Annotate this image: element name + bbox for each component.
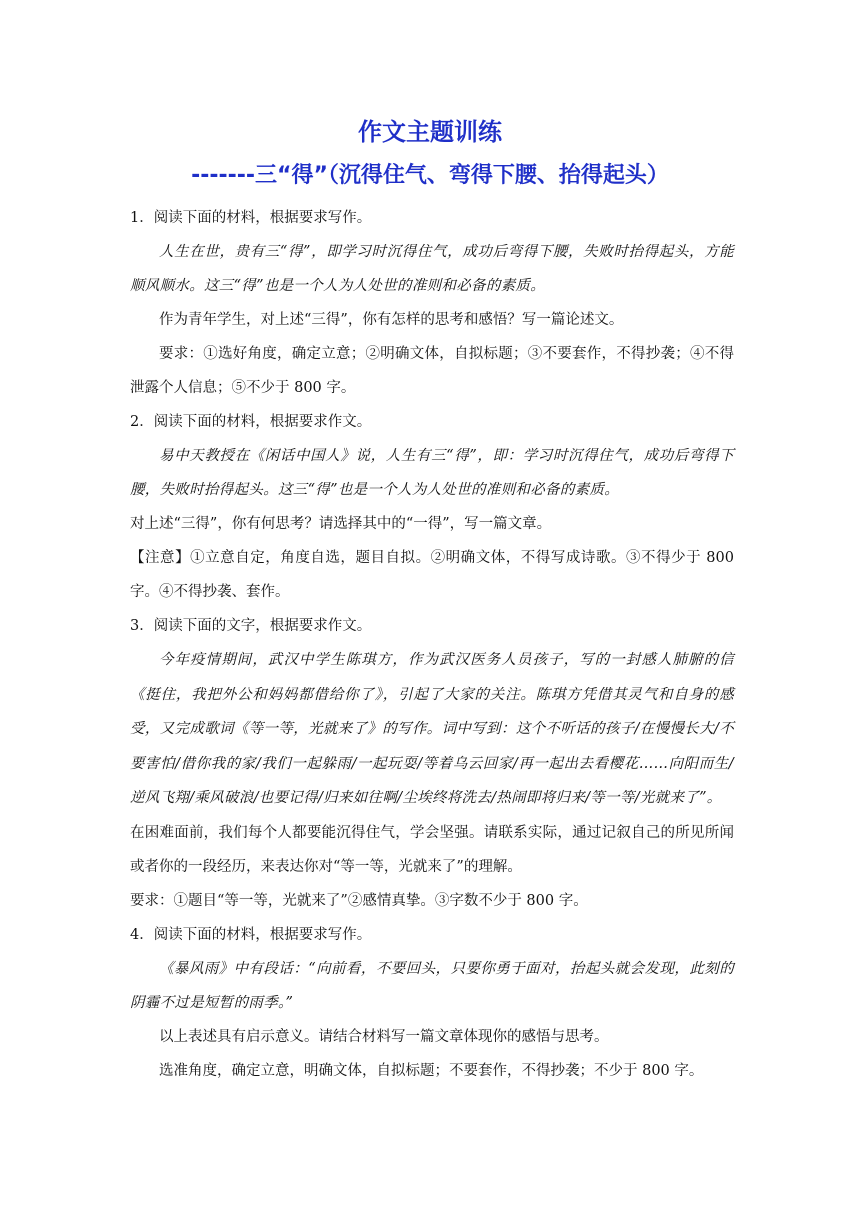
page-subtitle: -------三“得”（沉得住气、弯得下腰、抬得起头） bbox=[191, 163, 669, 188]
q3-prompt: 在困难面前，我们每个人都要能沉得住气，学会坚强。请联系实际，通过记叙自己的所见所闻或者你的一段经历，来表达你对“等一等，光就来了”的理解。 bbox=[130, 824, 734, 875]
q4-heading: 4．阅读下面的材料，根据要求写作。 bbox=[130, 926, 372, 943]
page-title: 作文主题训练 bbox=[358, 118, 502, 146]
q2-notice: 【注意】①立意自定，角度自选，题目自拟。②明确文体，不得写成诗歌。③不得少于 800 字。④不得抄袭、套作。 bbox=[130, 550, 734, 600]
q2-material: 易中天教授在《闲话中国人》说，人生有三“得”，即：学习时沉得住气，成功后弯得下腰，失败时抬得起头。这三“得”也是一个人为人处世的准则和必备的素质。 bbox=[130, 448, 734, 498]
q4-requirements: 选准角度，确定立意，明确文体，自拟标题；不要套作，不得抄袭；不少于 800 字。 bbox=[159, 1062, 704, 1079]
q3-heading: 3．阅读下面的文字，根据要求作文。 bbox=[130, 618, 372, 634]
q4-material: 《暴风雨》中有段话：“向前看，不要回头，只要你勇于面对，抬起头就会发现，此刻的阴霾不过是短暂的雨季。” bbox=[130, 960, 734, 1011]
q1-heading: 1．阅读下面的材料，根据要求写作。 bbox=[130, 210, 372, 226]
q3-material: 今年疫情期间，武汉中学生陈琪方，作为武汉医务人员孩子，写的一封感人肺腑的信《挺住，我把外公和妈妈都借给你了》，引起了大家的关注。陈琪方凭借其灵气和自身的感受，又完成歌词《等一等，光就来了》的写作。词中写到：这个不听话的孩子/在慢慢长大/不要害怕/借你我的家/我们一起躲雨/一起玩耍/等着乌云回家/再一起出去看樱花……向阳而生/逆风飞翔/乘风破浪/也要记得/归来如往啊/尘埃终将洗去/热闹即将归来/等一等/光就来了”。 bbox=[130, 652, 734, 806]
q1-requirements: 要求：①选好角度，确定立意；②明确文体，自拟标题；③不要套作，不得抄袭；④不得泄露个人信息；⑤不少于 800 字。 bbox=[130, 346, 734, 396]
document-body bbox=[130, 201, 734, 1088]
q4-prompt: 以上表述具有启示意义。请结合材料写一篇文章体现你的感悟与思考。 bbox=[159, 1028, 609, 1045]
q1-material: 人生在世，贵有三“得”，即学习时沉得住气，成功后弯得下腰，失败时抬得起头，方能顺风顺水。这三“得”也是一个人为人处世的准则和必备的素质。 bbox=[130, 244, 734, 294]
q2-prompt: 对上述“三得”，你有何思考？请选择其中的“一得”，写一篇文章。 bbox=[130, 516, 552, 532]
q1-prompt: 作为青年学生，对上述“三得”，你有怎样的思考和感悟？写一篇论述文。 bbox=[159, 312, 624, 328]
q3-requirements: 要求：①题目“等一等，光就来了”②感情真挚。③字数不少于 800 字。 bbox=[130, 892, 588, 909]
q2-heading: 2．阅读下面的材料，根据要求作文。 bbox=[130, 414, 372, 430]
